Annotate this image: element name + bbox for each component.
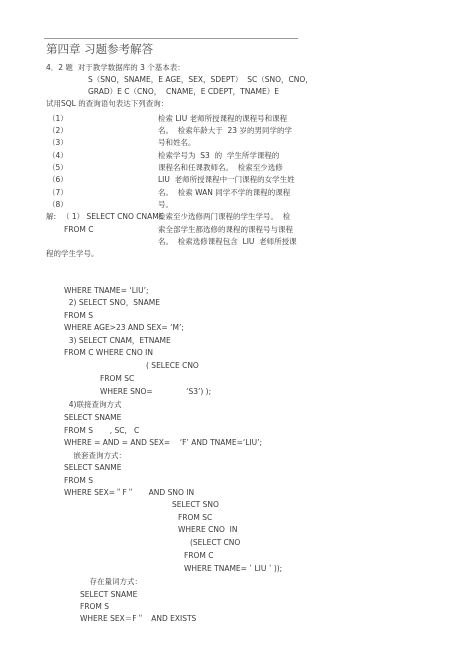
code-line: WHERE AGE>23 AND SEX= ‘M’; — [64, 323, 184, 332]
question-text-line: 索全部学生都选修的课程的课程号与课程 — [158, 225, 293, 234]
q-number: （6） — [48, 175, 68, 184]
question-text-line: 检索学号为 S3 的 学生所学课程的 — [158, 151, 280, 160]
code-line: 嵌套查询方式： — [64, 451, 127, 460]
schema-grad-c: GRAD）E C（CNO， CNAME，E CDEPT，TNAME）E — [88, 87, 279, 96]
answer-first-line: （ 1） SELECT CNO CNAME — [62, 212, 164, 221]
code-line: WHERE TNAME=＇LIU＇)); — [184, 564, 283, 573]
code-line: FROM S — [64, 311, 94, 320]
code-line: WHERE SNO= ‘S3’) ); — [100, 387, 212, 396]
answer-from-c: FROM C — [64, 225, 94, 234]
q-number: （1） — [48, 114, 68, 123]
code-line: FROM S , SC, C — [64, 426, 140, 435]
q-number: （3） — [48, 138, 68, 147]
code-line: WHERE SEX＝F＂ AND EXISTS — [80, 614, 197, 623]
code-line: SELECT SNAME — [80, 590, 138, 599]
question-text-line: 检索至少选修两门课程的学生学号。 检 — [158, 212, 291, 221]
code-line: FROM S — [80, 602, 110, 611]
question-text-line: 号。 — [158, 200, 173, 209]
q-number: （2） — [48, 126, 68, 135]
code-line: FROM C WHERE CNO IN — [64, 348, 153, 357]
code-line: FROM C — [184, 551, 214, 560]
continuation-line: 程的学生学号。 — [46, 249, 99, 258]
code-line: 存在量词方式： — [80, 577, 143, 586]
question-text-line: 名。 检索 WAN 同学不学的课程的课程 — [158, 188, 291, 197]
code-line: (SELECT CNO — [190, 538, 241, 547]
q-number: （5） — [48, 163, 68, 172]
code-line: WHERE SEX=＂F＂ AND SNO IN — [64, 488, 195, 497]
code-line: 3) SELECT CNAM，ETNAME — [64, 336, 171, 345]
code-line: WHERE = AND = AND SEX= ‘F’ AND TNAME=‘LIU’; — [64, 438, 263, 447]
header-rule — [44, 38, 298, 39]
q-number: （7） — [48, 188, 68, 197]
question-text-line: 检索 LIU 老师所授课程的课程号和课程 — [158, 114, 288, 123]
question-text-line: 号和姓名。 — [158, 138, 196, 147]
code-line: FROM SC — [100, 374, 135, 383]
code-line: WHERE CNO IN — [178, 525, 238, 534]
question-text-line: 课程名和任课教师名。 检索至少选修 — [158, 163, 283, 172]
code-line: SELECT SNAME — [64, 413, 122, 422]
question-text-line: 名。 检索选修课程包含 LIU 老师所授课 — [158, 237, 297, 246]
code-line: WHERE TNAME= ‘LIU’; — [64, 286, 149, 295]
question-text-line: 名。 检索年龄大于 23 岁的男同学的学 — [158, 126, 292, 135]
instruction: 试用SQL 的查询语句表达下列查询： — [46, 99, 169, 108]
q-number: （4） — [48, 151, 68, 160]
question-text-line: LIU 老师所授课程中一门课程的女学生姓 — [158, 175, 295, 184]
code-line: 4)联接查询方式 — [64, 400, 122, 409]
answer-label: 解: — [46, 212, 57, 221]
code-line: FROM SC — [178, 513, 213, 522]
question-line: 4．2 题 对于教学数据库的 3 个基本表： — [46, 63, 185, 72]
code-line: ( SELECE CNO — [146, 361, 199, 370]
code-line: FROM S — [64, 476, 94, 485]
schema-s-sc: S（SNO，SNAME，E AGE，SEX，SDEPT） SC（SNO，CNO， — [88, 75, 313, 84]
code-line: 2) SELECT SNO，SNAME — [64, 298, 160, 307]
q-number: （8） — [48, 200, 68, 209]
code-line: SELECT SANME — [64, 463, 122, 472]
chapter-title: 第四章 习题参考解答 — [46, 42, 154, 56]
code-line: SELECT SNO — [172, 500, 219, 509]
